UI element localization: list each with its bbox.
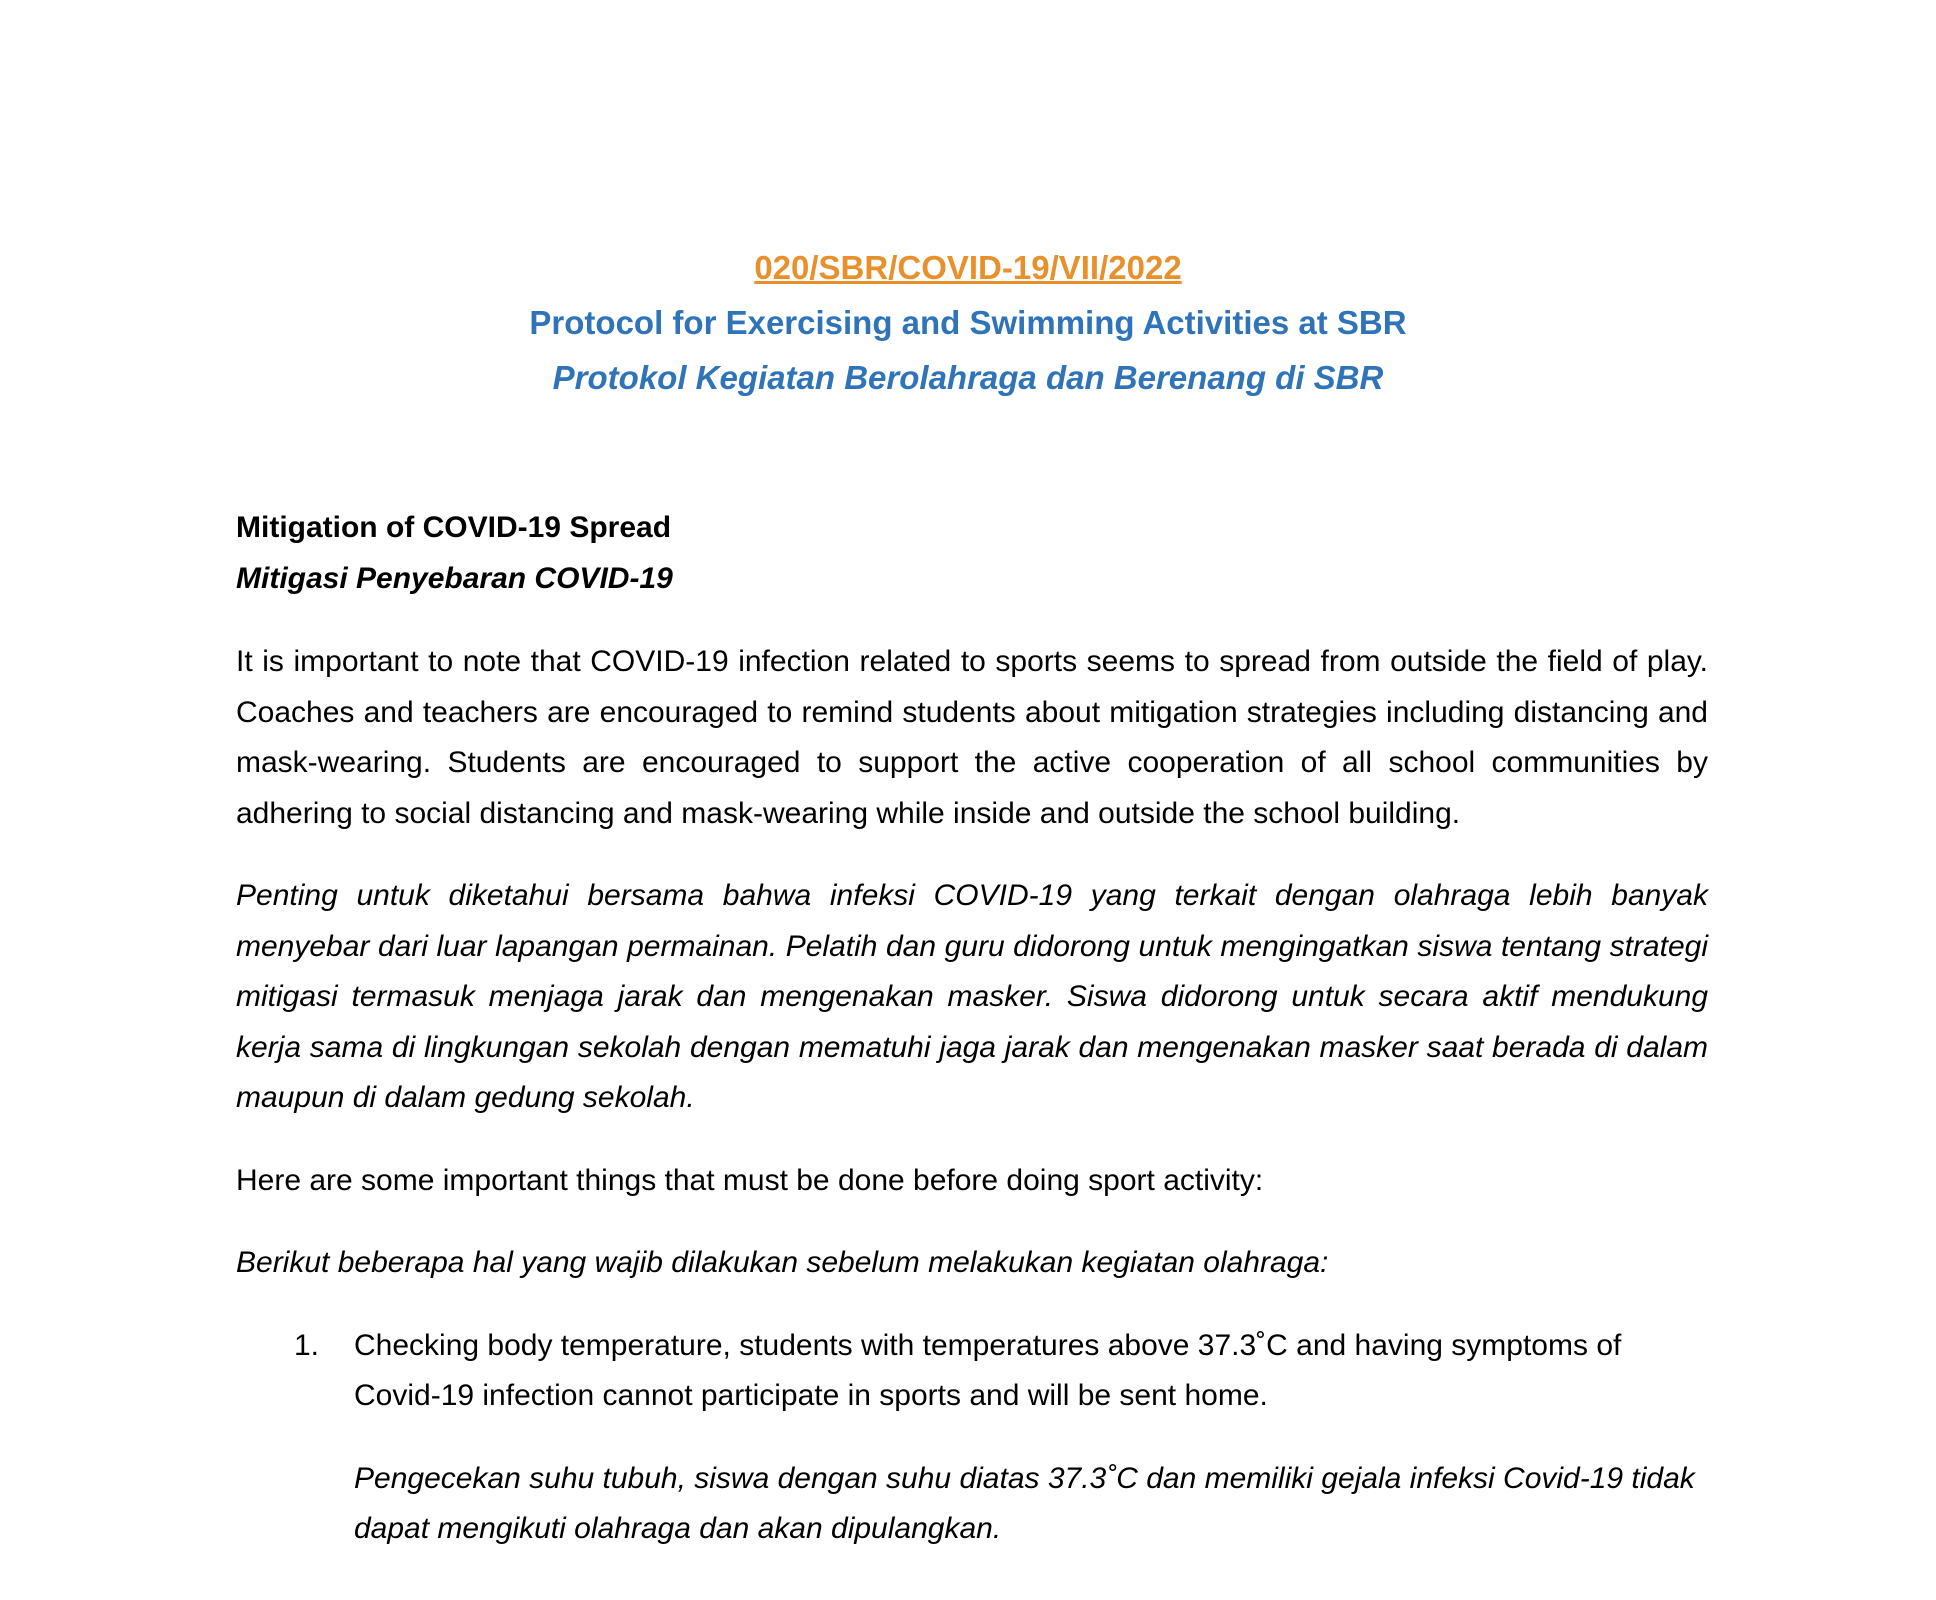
document-header <box>0 240 1936 405</box>
intro-indonesian: Berikut beberapa hal yang wajib dilakukan sebelum melakukan kegiatan olahraga: <box>236 1246 1329 1279</box>
paragraph-english: It is important to note that COVID-19 infection related to sports seems to spread from outside the field of play. Coaches and teachers are encouraged to remind students about mitigation strategies including distancing and mask-wearing. Students are encouraged to support the active cooperation of all school communities by adhering to social distancing and mask-wearing while inside and outside the school building. <box>236 645 1708 830</box>
document-title-indonesian: Protokol Kegiatan Berolahraga dan Berenang di SBR <box>552 359 1384 396</box>
section-title-indonesian: Mitigasi Penyebaran COVID-19 <box>236 561 673 595</box>
list-item-text-indonesian: Pengecekan suhu tubuh, siswa dengan suhu diatas 37.3˚C dan memiliki gejala infeksi Covid-19 tidak dapat mengikuti olahraga dan akan dipulangkan. <box>354 1461 1695 1545</box>
section-title-english: Mitigation of COVID-19 Spread <box>236 511 672 544</box>
requirements-list <box>236 1321 1708 1555</box>
intro-english: Here are some important things that must be done before doing sport activity: <box>236 1163 1264 1197</box>
document-title-english: Protocol for Exercising and Swimming Activities at SBR <box>529 304 1407 341</box>
paragraph-indonesian: Penting untuk diketahui bersama bahwa infeksi COVID-19 yang terkait dengan olahraga lebih banyak menyebar dari luar lapangan permainan. Pelatih dan guru didorong untuk mengingatkan siswa tentang strategi mitigasi termasuk menjaga jarak dan mengenakan masker. Siswa didorong untuk secara aktif mendukung kerja sama di lingkungan sekolah dengan mematuhi jaga jarak dan mengenakan masker saat berada di dalam maupun di dalam gedung sekolah. <box>236 879 1708 1114</box>
list-item-text-english: Checking body temperature, students with temperatures above 37.3˚C and having symptoms of Covid-19 infection cannot participate in sports and will be sent home. <box>354 1328 1622 1412</box>
document-code: 020/SBR/COVID-19/VII/2022 <box>754 249 1182 286</box>
list-item-number: 1. <box>294 1328 320 1362</box>
document-body <box>236 503 1708 1555</box>
list-item <box>236 1321 1708 1555</box>
